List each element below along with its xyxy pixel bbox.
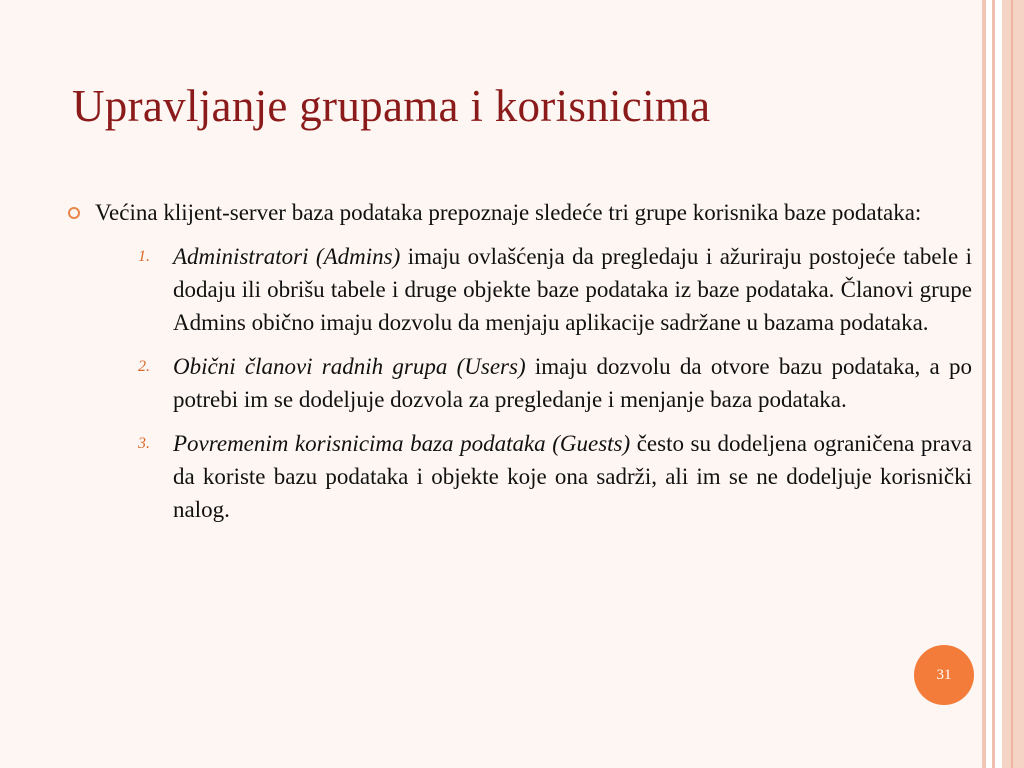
list-item-text: imaju ovlašćenja da pregledaju i ažuriraju postojeće tabele i dodaju ili obrišu tabele i druge objekte baze podataka iz baze podataka. Članovi grupe Admins obično imaju dozvolu da menjaju aplikacije sadržane u bazama podataka. xyxy=(173,244,973,335)
list-item-text: imaju dozvolu da otvore bazu podataka, a po potrebi im se dodeljuje dozvola za pregledanje i menjanje baza podataka. xyxy=(173,354,972,412)
decorative-stripe xyxy=(1011,0,1013,768)
ring-bullet-icon xyxy=(68,207,80,219)
bullet-text: Većina klijent-server baza podataka prepoznaje sledeće tri grupe korisnika baze podataka: xyxy=(95,200,922,225)
list-item-term: Administratori (Admins) xyxy=(173,244,401,269)
bullet-item xyxy=(62,196,972,229)
slide-title: Upravljanje grupama i korisnicima xyxy=(72,81,711,131)
list-item xyxy=(62,350,972,416)
list-item-number: 1. xyxy=(138,248,150,265)
list-item-number: 3. xyxy=(138,435,150,452)
slide-content xyxy=(62,196,972,537)
page-number: 31 xyxy=(936,666,952,683)
list-item-term: Povremenim korisnicima baza podataka (Guests) xyxy=(173,431,631,456)
list-item xyxy=(62,427,972,526)
decorative-stripe xyxy=(1002,0,1024,768)
list-item-term: Obični članovi radnih grupa (Users) xyxy=(173,354,526,379)
list-item-text: često su dodeljena ograničena prava da koriste bazu podataka i objekte koje ona sadrži, ali im se ne dodeljuje korisnički nalog. xyxy=(173,431,972,522)
list-item xyxy=(62,240,972,339)
decorative-stripe xyxy=(995,0,1002,768)
numbered-list xyxy=(62,240,972,526)
page-number-badge xyxy=(914,645,974,705)
list-item-number: 2. xyxy=(138,358,150,375)
